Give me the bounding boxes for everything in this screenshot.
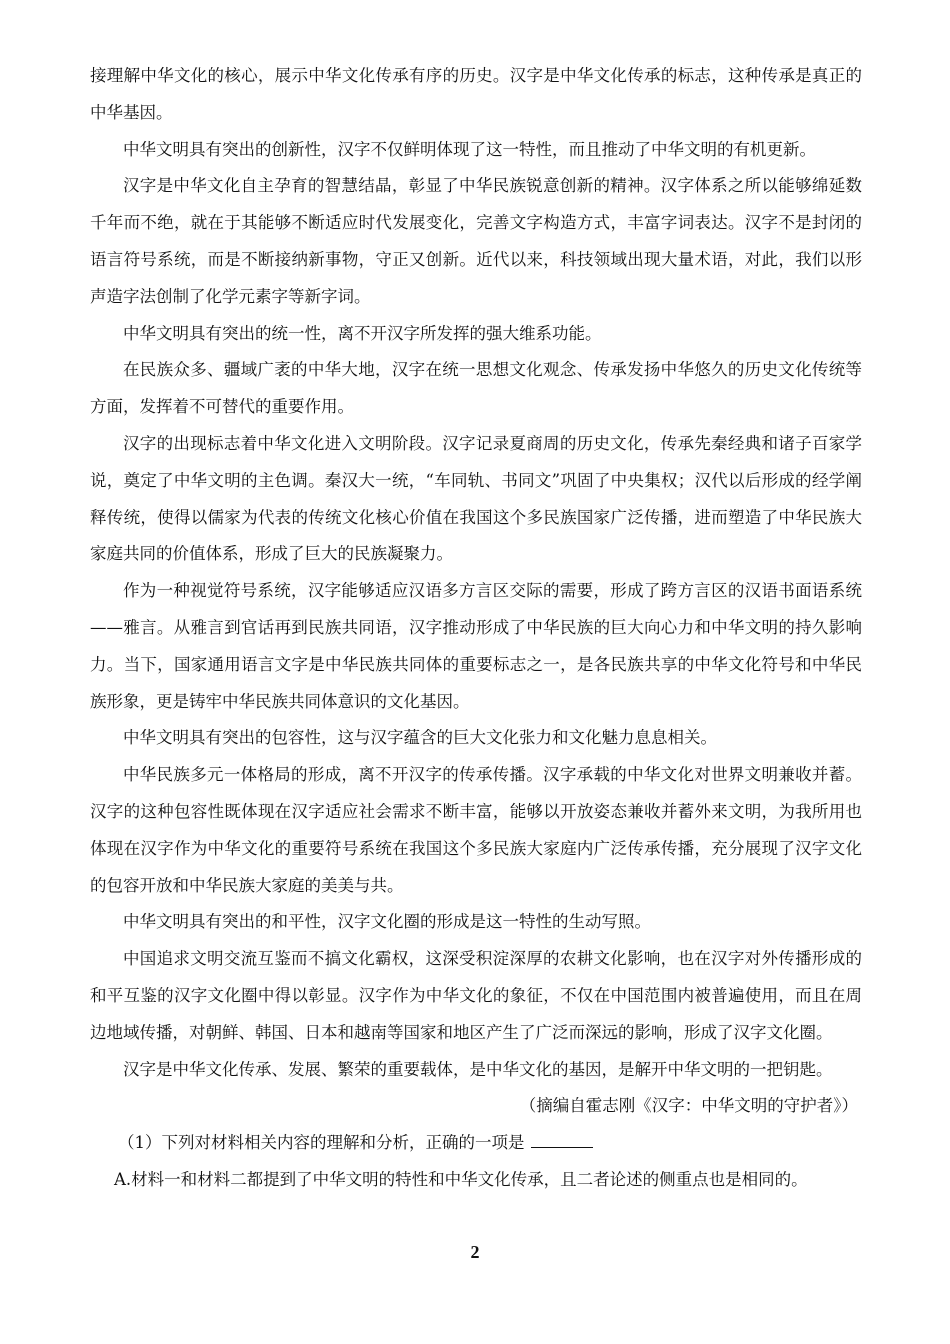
paragraph: 中华文明具有突出的包容性，这与汉字蕴含的巨大文化张力和文化魅力息息相关。 — [123, 728, 717, 748]
paragraph: 中华文明具有突出的统一性，离不开汉字所发挥的强大维系功能。 — [123, 323, 602, 343]
paragraph: 汉字的出现标志着中华文化进入文明阶段。汉字记录夏商周的历史文化，传承先秦经典和诸子百家学说，奠定了中华文明的主色调。秦汉大一统，“车同轨、书同文”巩固了中央集权；汉代以后形成的经学阐释传统，使得以儒家为代表的传统文化核心价值在我国这个多民族国家广泛传播，进而塑造了中华民族大家庭共同的价值体系，形成了巨大的民族凝聚力。 — [90, 433, 862, 564]
page-number: 2 — [470, 1242, 480, 1262]
answer-blank[interactable] — [531, 1133, 593, 1148]
paragraph: 作为一种视觉符号系统，汉字能够适应汉语多方言区交际的需要，形成了跨方言区的汉语书面语系统——雅言。从雅言到官话再到民族共同语，汉字推动形成了中华民族的巨大向心力和中华文明的持久影响力。当下，国家通用语言文字是中华民族共同体的重要标志之一，是各民族共享的中华文化符号和中华民族形象，更是铸牢中华民族共同体意识的文化基因。 — [90, 581, 862, 711]
paragraph: 中华文明具有突出的和平性，汉字文化圈的形成是这一特性的生动写照。 — [123, 912, 651, 932]
paragraph-continuation: 接理解中华文化的核心，展示中华文化传承有序的历史。汉字是中华文化传承的标志，这种传承是真正的中华基因。 — [90, 66, 862, 122]
paragraph: 中华文明具有突出的创新性，汉字不仅鲜明体现了这一特性，而且推动了中华文明的有机更新。 — [123, 139, 816, 159]
document-body — [90, 58, 862, 1199]
question-text: （1）下列对材料相关内容的理解和分析，正确的一项是 — [118, 1133, 525, 1153]
paragraph: 汉字是中华文化自主孕育的智慧结晶，彰显了中华民族锐意创新的精神。汉字体系之所以能够绵延数千年而不绝，就在于其能够不断适应时代发展变化，完善文字构造方式，丰富字词表达。汉字不是封闭的语言符号系统，而是不断接纳新事物，守正又创新。近代以来，科技领域出现大量术语，对此，我们以形声造字法创制了化学元素字等新字词。 — [90, 176, 862, 306]
paragraph: 中国追求文明交流互鉴而不搞文化霸权，这深受积淀深厚的农耕文化影响，也在汉字对外传播形成的和平互鉴的汉字文化圈中得以彰显。汉字作为中华文化的象征，不仅在中国范围内被普遍使用，而且在周边地域传播，对朝鲜、韩国、日本和越南等国家和地区产生了广泛而深远的影响，形成了汉字文化圈。 — [90, 949, 862, 1042]
paragraph: 在民族众多、疆域广袤的中华大地，汉字在统一思想文化观念、传承发扬中华悠久的历史文化传统等方面，发挥着不可替代的重要作用。 — [90, 360, 862, 417]
paragraph: 中华民族多元一体格局的形成，离不开汉字的传承传播。汉字承载的中华文化对世界文明兼收并蓄。汉字的这种包容性既体现在汉字适应社会需求不断丰富，能够以开放姿态兼收并蓄外来文明，为我所用也体现在汉字作为中华文化的重要符号系统在我国这个多民族大家庭内广泛传承传播，充分展现了汉字文化的包容开放和中华民族大家庭的美美与共。 — [90, 765, 862, 895]
option-a: A.材料一和材料二都提到了中华文明的特性和中华文化传承，且二者论述的侧重点也是相同的。 — [114, 1169, 808, 1189]
paragraph: 汉字是中华文化传承、发展、繁荣的重要载体，是中华文化的基因，是解开中华文明的一把钥匙。 — [123, 1059, 833, 1079]
source-citation: （摘编自霍志刚《汉字：中华文明的守护者》） — [519, 1096, 858, 1116]
question-stem — [90, 1125, 862, 1162]
